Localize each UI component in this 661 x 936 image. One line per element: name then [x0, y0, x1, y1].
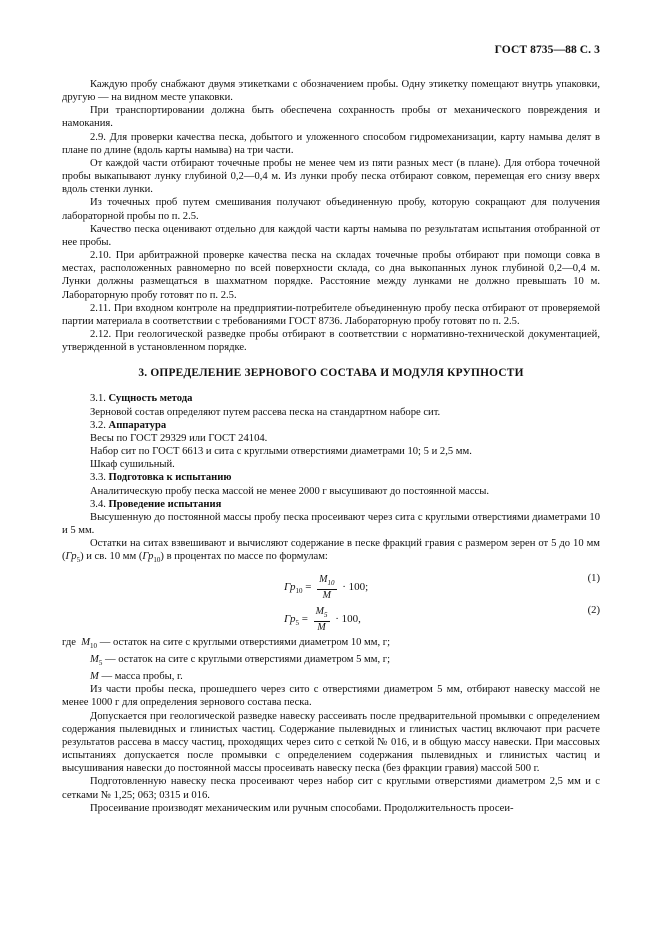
subsection-title: Сущность метода: [108, 393, 193, 405]
legend-symbol: M: [90, 671, 99, 683]
paragraph: Набор сит по ГОСТ 6613 и сита с круглыми отверстиями диаметрами 10; 5 и 2,5 мм.: [90, 446, 472, 458]
formula-lhs: Гр: [284, 612, 296, 625]
symbol-sub: 5: [76, 556, 81, 565]
num-sub: 10: [327, 578, 335, 587]
legend-text: — остаток на сите с круглыми отверстиями диаметром 5 мм, г;: [102, 653, 391, 665]
fraction-denominator: M: [322, 589, 332, 601]
text-run: Остатки на ситах взвешивают и вычисляют содержание в песке фракций гравия с размером зерен от 5 до 10 мм (: [62, 538, 600, 563]
paragraph: Из части пробы песка, прошедшего через сито с отверстиями диаметром 5 мм, отбирают навеску массой не менее 1000 г для определения зернового состава песка.: [62, 684, 600, 709]
formula-lhs-sub: 5: [295, 618, 299, 627]
paragraph: Весы по ГОСТ 29329 или ГОСТ 24104.: [90, 432, 268, 444]
symbol: Гр: [65, 551, 77, 563]
paragraph: [62, 537, 600, 567]
symbol-sub: 10: [153, 556, 161, 565]
paragraph: 2.10. При арбитражной проверке качества песка на складах точечные пробы отбирают при помощи совка в местах, расположенных равномерно по всей поверхности склада, со дна выкопанных лунок глубиной 0,2—0,4 м. Лунки должны размещаться в шахматном порядке. Расстояние между лунками не должно превышать 10 м. Лабораторную пробу готовят по п. 2.5.: [62, 250, 600, 301]
subsection-title: Аппаратура: [108, 419, 167, 431]
symbol: Гр: [142, 551, 154, 563]
formula-multiplier: · 100;: [342, 580, 369, 593]
subsection-title: Проведение испытания: [108, 498, 222, 510]
subsection-heading: [62, 419, 600, 432]
legend-text: — остаток на сите с круглыми отверстиями диаметром 10 мм, г;: [97, 636, 391, 648]
formula-lhs-sub: 10: [295, 586, 303, 595]
legend-line: [62, 636, 600, 653]
formula-equals: =: [305, 580, 312, 593]
paragraph: Каждую пробу снабжают двумя этикетками с обозначением пробы. Одну этикетку помещают внутрь упаковки, другую — на видном месте упаковки.: [62, 79, 600, 104]
fraction: [317, 574, 336, 601]
paragraph: Шкаф сушильный.: [90, 459, 175, 471]
paragraph: Из точечных проб путем смешивания получают объединенную пробу, которую сокращают для получения лабораторной пробы по п. 2.5.: [62, 197, 600, 222]
document-body: [62, 78, 600, 815]
paragraph: Подготовленную навеску песка просеивают через набор сит с круглыми отверстиями диаметром 2,5 мм и с сетками № 1,25; 063; 0315 и 016.: [62, 776, 600, 801]
fraction-denominator: M: [317, 621, 326, 633]
page-header: ГОСТ 8735—88 С. 3: [494, 44, 600, 56]
subsection-number: 3.4.: [90, 498, 106, 510]
legend-text: — масса пробы, г.: [98, 671, 183, 683]
legend-symbol: M: [81, 636, 91, 648]
legend-line: [62, 653, 600, 670]
subsection-number: 3.1.: [90, 393, 106, 405]
text-run: ) в процентах по массе по формулам:: [160, 551, 328, 563]
section-title: 3. ОПРЕДЕЛЕНИЕ ЗЕРНОВОГО СОСТАВА И МОДУЛЯ КРУПНОСТИ: [138, 367, 524, 380]
paragraph: Просеивание производят механическим или ручным способами. Продолжительность просеи-: [90, 802, 514, 814]
paragraph: Допускается при геологической разведке навеску рассеивать после предварительной промывки с определением содержания пылевидных и глинистых частиц. Содержание пылевидных и глинистых частиц включают при расчете результатов рассева в массу частиц, проходящих через сито с сеткой № 016, и в общую массу навески. При массовых испытаниях допускается после промывки с определением содержания пылевидных и глинистых частиц и высушивания навески до постоянной массы просеивать навеску песка (без фракции гравия) массой 500 г.: [62, 710, 600, 775]
paragraph: 2.9. Для проверки качества песка, добытого и уложенного способом гидромеханизации, карту намыва делят в плане по длине (вдоль карты намыва) на три части.: [62, 131, 600, 156]
formula-number: (2): [587, 604, 600, 616]
paragraph: Высушенную до постоянной массы пробу песка просеивают через сита с круглыми отверстиями диаметрами 10 и 5 мм.: [62, 511, 600, 536]
paragraph: 2.11. При входном контроле на предприятии-потребителе объединенную пробу песка отбирают от проверяемой партии материала в соответствии с требованиями ГОСТ 8736. Лабораторную пробу готовят по п. 2.5.: [62, 302, 600, 327]
num-sub: 5: [324, 610, 328, 619]
formula-2: [62, 604, 600, 633]
paragraph: Качество песка оценивают отдельно для каждой части карты намыва по результатам испытания отобранной от нее пробы.: [62, 223, 600, 248]
legend-sub: 10: [90, 641, 98, 650]
fraction-numerator: [314, 606, 330, 622]
paragraph: Аналитическую пробу песка массой не менее 2000 г высушивают до постоянной массы.: [90, 485, 490, 497]
paragraph: 2.12. При геологической разведке пробы отбирают в соответствии с нормативно-технической документацией, утвержденной в установленном порядке.: [62, 328, 600, 354]
formula-number: (1): [587, 572, 600, 584]
subsection-heading: [62, 392, 600, 405]
formula-multiplier: · 100,: [335, 612, 361, 625]
legend-sub: 5: [98, 658, 103, 667]
formula-1: [62, 572, 600, 601]
subsection-number: 3.2.: [90, 419, 106, 431]
num-symbol: M: [315, 605, 325, 617]
paragraph: От каждой части отбирают точечные пробы не менее чем из пяти разных мест (в плане). Для отбора точечной пробы выкапывают лунку глубиной 0,2—0,4 м. Из лунки пробу песка отбирают совком, перемещая его снизу вверх вдоль стенки лунки.: [62, 157, 600, 196]
formula-equals: =: [301, 612, 308, 625]
formula-expression: [284, 606, 361, 633]
paragraph: При транспортировании должна быть обеспечена сохранность пробы от механического повреждения и намокания.: [62, 105, 600, 130]
formula-expression: [284, 574, 368, 601]
text-run: ) и св. 10 мм (: [80, 551, 143, 563]
formula-lhs: Гр: [284, 580, 296, 593]
num-symbol: M: [319, 573, 328, 585]
fraction: [314, 606, 330, 633]
fraction-numerator: [317, 574, 336, 590]
paragraph: Зерновой состав определяют путем рассева песка на стандартном наборе сит.: [90, 406, 441, 418]
subsection-heading: [62, 471, 600, 484]
subsection-number: 3.3.: [90, 472, 106, 484]
legend-prefix: где: [62, 636, 76, 648]
legend-line: [62, 670, 600, 683]
legend-symbol: M: [90, 653, 99, 665]
subsection-heading: [62, 498, 600, 511]
subsection-title: Подготовка к испытанию: [108, 472, 232, 484]
